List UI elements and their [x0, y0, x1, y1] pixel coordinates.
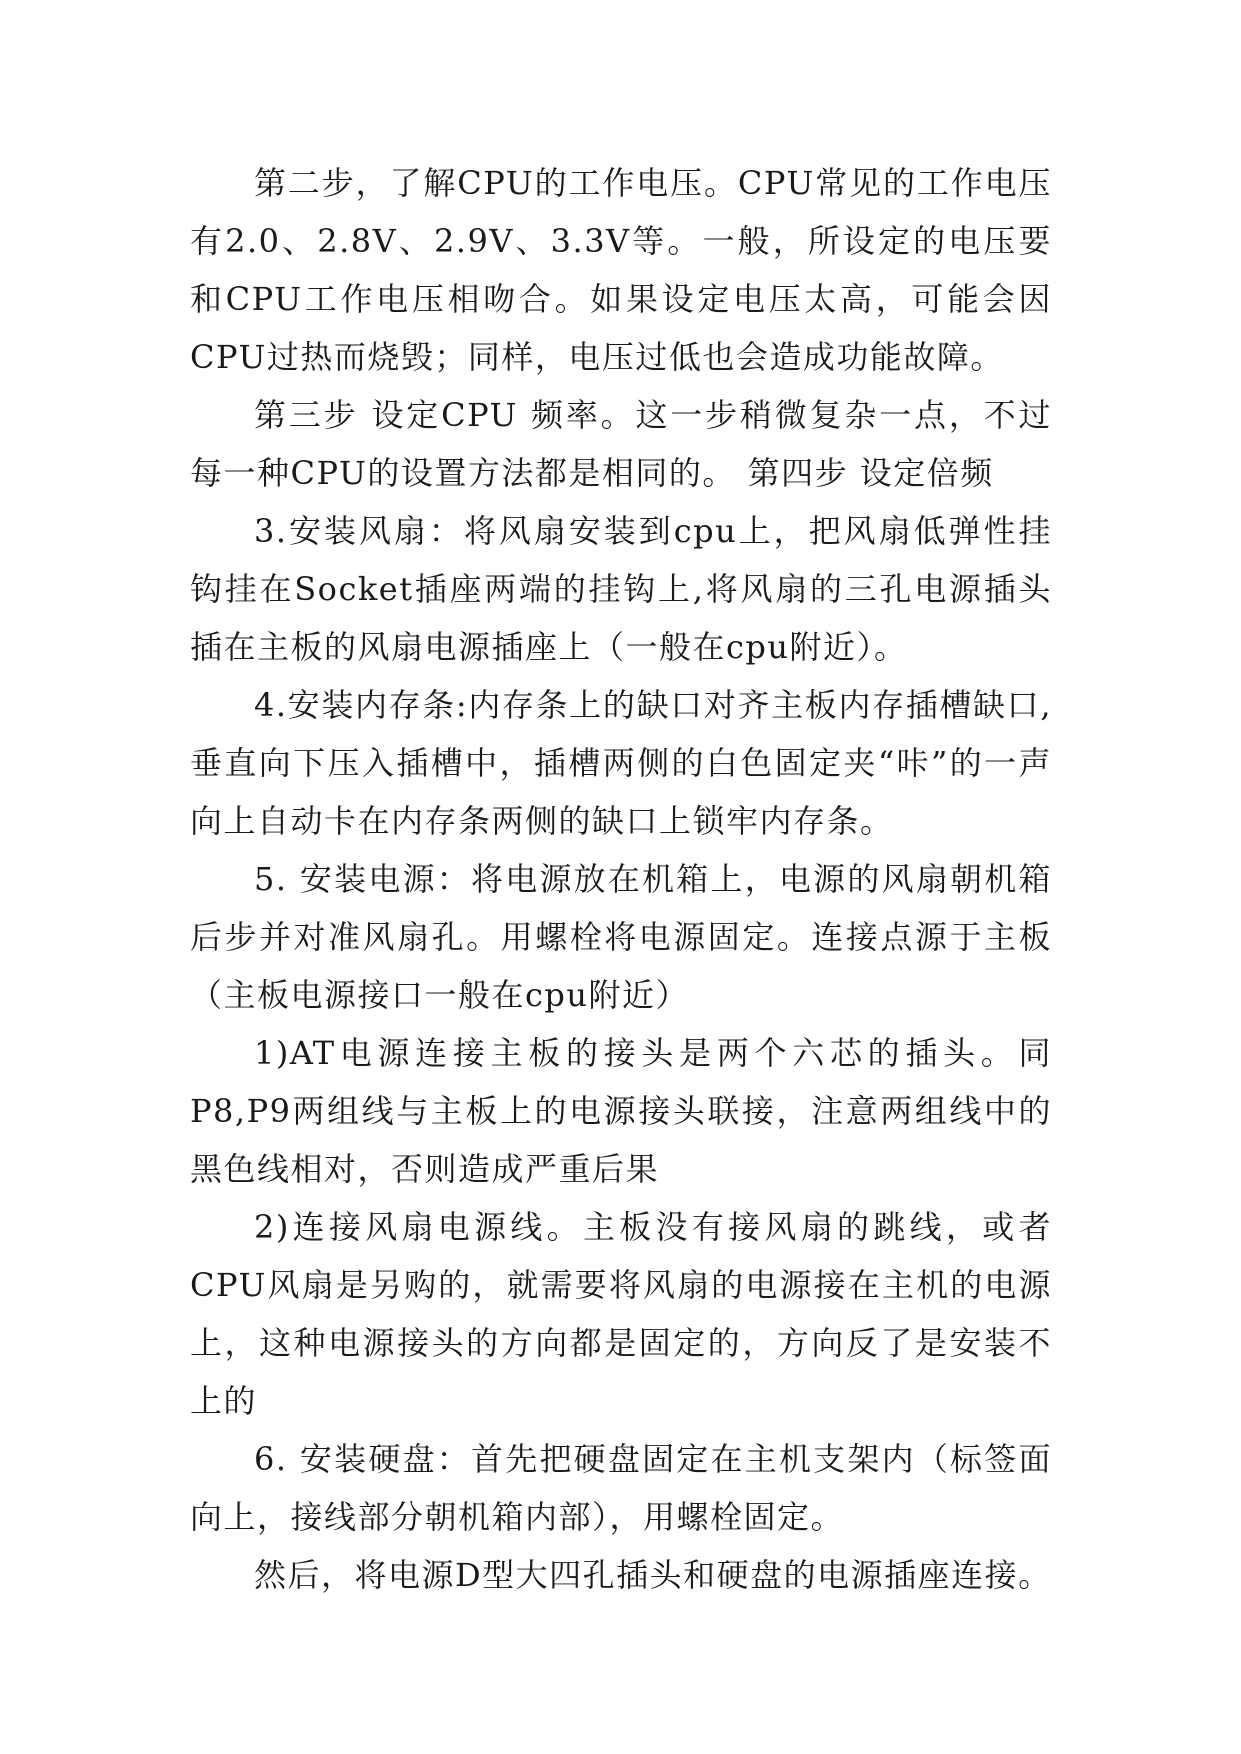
paragraph-cpu-voltage: 第二步，了解CPU的工作电压。CPU常见的工作电压有2.0、2.8V、2.9V、3.3V等。一般，所设定的电压要和CPU工作电压相吻合。如果设定电压太高，可能会因CPU过热而烧毁；同样，电压过低也会造成功能故障。	[190, 164, 1052, 376]
paragraph-connect-disk-power: 然后，将电源D型大四孔插头和硬盘的电源插座连接。	[254, 1556, 1052, 1594]
document-body	[190, 154, 1052, 1604]
paragraph-install-memory: 4.安装内存条:内存条上的缺口对齐主板内存插槽缺口,垂直向下压入插槽中，插槽两侧的白色固定夹“咔”的一声向上自动卡在内存条两侧的缺口上锁牢内存条。	[190, 686, 1052, 840]
paragraph-fan-power-cable: 2)连接风扇电源线。主板没有接风扇的跳线，或者CPU风扇是另购的，就需要将风扇的电源接在主机的电源上，这种电源接头的方向都是固定的，方向反了是安装不上的	[190, 1208, 1052, 1420]
paragraph-cpu-frequency: 第三步 设定CPU 频率。这一步稍微复杂一点，不过每一种CPU的设置方法都是相同的。 第四步 设定倍频	[190, 396, 1052, 492]
paragraph-install-fan: 3.安装风扇：将风扇安装到cpu上，把风扇低弹性挂钩挂在Socket插座两端的挂钩上,将风扇的三孔电源插头插在主板的风扇电源插座上（一般在cpu附近）。	[190, 512, 1052, 666]
paragraph-at-power: 1)AT电源连接主板的接头是两个六芯的插头。同P8,P9两组线与主板上的电源接头联接，注意两组线中的黑色线相对，否则造成严重后果	[190, 1034, 1052, 1188]
paragraph-install-power: 5. 安装电源：将电源放在机箱上，电源的风扇朝机箱后步并对准风扇孔。用螺栓将电源固定。连接点源于主板（主板电源接口一般在cpu附近）	[190, 860, 1052, 1014]
paragraph-install-hard-disk: 6. 安装硬盘：首先把硬盘固定在主机支架内（标签面向上，接线部分朝机箱内部），用螺栓固定。	[190, 1440, 1052, 1536]
